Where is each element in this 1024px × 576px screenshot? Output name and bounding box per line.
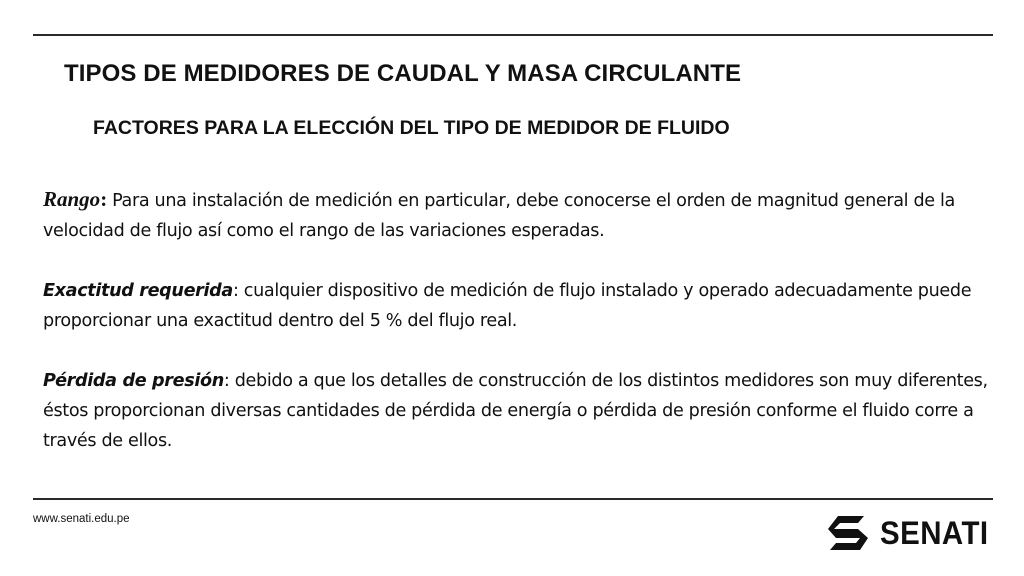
- paragraph-text: cualquier dispositivo de medición de flujo instalado y operado adecuadamente puede proporcionar una exactitud dentro del 5 % del flujo real.: [43, 281, 972, 331]
- paragraph-text: Para una instalación de medición en particular, debe conocerse el orden de magnitud general de la velocidad de flujo así como el rango de las variaciones esperadas.: [43, 191, 955, 241]
- term-exactitud-requerida: Exactitud requerida: [43, 281, 233, 301]
- paragraph-perdida: [43, 366, 988, 456]
- term-rango: Rango: [43, 187, 101, 211]
- bottom-divider: [33, 498, 993, 500]
- paragraph-rango: [43, 184, 988, 246]
- top-divider: [33, 34, 993, 36]
- term-separator: :: [232, 281, 239, 301]
- term-separator: :: [223, 371, 230, 391]
- senati-s-logo-icon: [826, 514, 870, 552]
- slide-subtitle: FACTORES PARA LA ELECCIÓN DEL TIPO DE MEDIDOR DE FLUIDO: [93, 117, 730, 139]
- slide-title: TIPOS DE MEDIDORES DE CAUDAL Y MASA CIRCULANTE: [64, 60, 742, 87]
- footer-url: www.senati.edu.pe: [33, 513, 130, 525]
- paragraph-text: debido a que los detalles de construcción de los distintos medidores son muy diferentes, éstos proporcionan diversas cantidades de pérdida de energía o pérdida de presión conforme el fluido corre a través de ellos.: [43, 371, 988, 451]
- term-separator: :: [100, 187, 107, 211]
- paragraph-exactitud: [43, 276, 988, 336]
- senati-logo: [826, 512, 998, 554]
- slide-body: [43, 184, 988, 486]
- term-perdida-de-presion: Pérdida de presión: [43, 371, 224, 391]
- logo-wordmark: SENATI: [880, 514, 989, 551]
